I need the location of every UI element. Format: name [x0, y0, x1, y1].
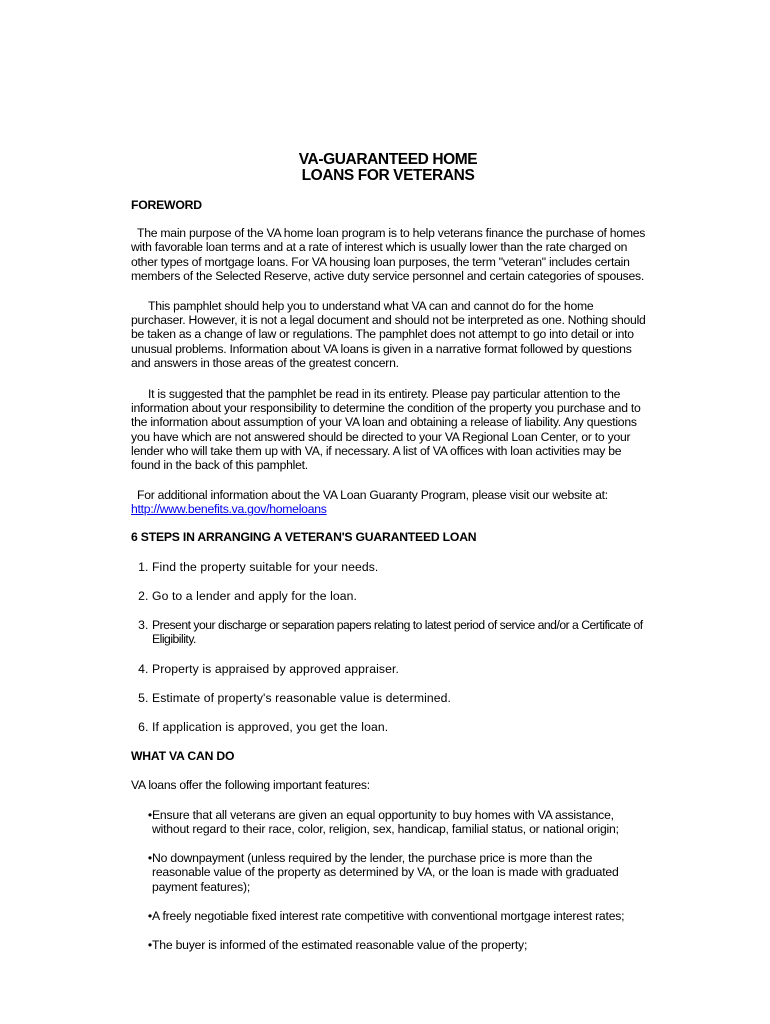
what-va-can-do-heading: WHAT VA CAN DO — [131, 749, 235, 764]
feature-text: A freely negotiable fixed interest rate competitive with conventional mortgage interest rates; — [152, 908, 625, 923]
feature-item — [131, 808, 646, 836]
step-text: If application is approved, you get the loan. — [152, 720, 389, 735]
foreword-paragraph-2: This pamphlet should help you to understand what VA can and cannot do for the home purchaser. However, it is not a legal document and should not be interpreted as one. Nothing should be taken as a change of law or regulations. The pamphlet does not attempt to go into detail or into unusual problems. Information about VA loans is given in a narrative format followed by questions and answers in those areas of the greatest concern. — [131, 299, 646, 370]
step-text: Find the property suitable for your needs. — [152, 559, 379, 574]
bullet-icon: • — [147, 908, 152, 923]
bullet-icon: • — [147, 937, 152, 952]
step-number: 5 . — [131, 691, 152, 705]
features-intro: VA loans offer the following important features: — [131, 778, 370, 793]
step-item — [131, 720, 646, 734]
foreword-paragraph-1: The main purpose of the VA home loan program is to help veterans finance the purchase of homes with favorable loan terms and at a rate of interest which is usually lower than the rate charged on other types of mortgage loans. For VA housing loan purposes, the term "veteran" includes certain members of the Selected Reserve, active duty service personnel and certain categories of spouses. — [131, 226, 646, 283]
document-title — [0, 152, 770, 184]
title-line-1: VA-GUARANTEED HOME — [298, 151, 478, 168]
step-number: 1 . — [131, 560, 152, 574]
step-item — [131, 589, 646, 603]
step-number: 3 . — [131, 618, 152, 646]
step-item — [131, 560, 646, 574]
step-text: Present your discharge or separation papers relating to latest period of service and/or a Certificate of Eligibility. — [152, 618, 643, 647]
step-item — [131, 662, 646, 676]
bullet-icon: • — [147, 851, 152, 866]
step-text: Estimate of property's reasonable value is determined. — [152, 690, 452, 705]
features-list — [131, 808, 646, 952]
foreword-heading: FOREWORD — [131, 198, 202, 212]
feature-item — [131, 909, 646, 923]
step-number: 4 . — [131, 662, 152, 676]
foreword-paragraph-4 — [131, 488, 646, 516]
document-body — [131, 198, 646, 952]
step-item — [131, 691, 646, 705]
step-text: Go to a lender and apply for the loan. — [152, 589, 358, 604]
feature-item — [131, 851, 646, 894]
feature-text: No downpayment (unless required by the lender, the purchase price is more than the reasonable value of the property as determined by VA, or the loan is made with graduated payment features); — [152, 851, 619, 894]
title-line-2: LOANS FOR VETERANS — [301, 167, 475, 184]
steps-heading: 6 STEPS IN ARRANGING A VETERAN'S GUARANTEED LOAN — [131, 529, 477, 544]
step-number: 6 . — [131, 720, 152, 734]
website-intro-text: For additional information about the VA Loan Guaranty Program, please visit our website at: — [137, 488, 608, 503]
homeloans-website-link[interactable]: http://www.benefits.va.gov/homeloans — [131, 502, 327, 517]
step-number: 2 . — [131, 589, 152, 603]
step-item — [131, 618, 646, 646]
feature-text: Ensure that all veterans are given an equal opportunity to buy homes with VA assistance, without regard to their race, color, religion, sex, handicap, familial status, or national origin; — [152, 807, 619, 836]
foreword-paragraph-3: It is suggested that the pamphlet be read in its entirety. Please pay particular attention to the information about your responsibility to determine the condition of the property you purchase and to the information about assumption of your VA loan and obtaining a release of liability. Any questions you have which are not answered should be directed to your VA Regional Loan Center, or to your lender who will take them up with VA, if necessary. A list of VA offices with loan activities may be found in the back of this pamphlet. — [131, 387, 641, 473]
bullet-icon: • — [147, 807, 152, 822]
feature-text: The buyer is informed of the estimated reasonable value of the property; — [152, 937, 528, 952]
feature-item — [131, 938, 646, 952]
step-text: Property is appraised by approved appraiser. — [152, 661, 399, 676]
steps-list — [131, 560, 646, 734]
